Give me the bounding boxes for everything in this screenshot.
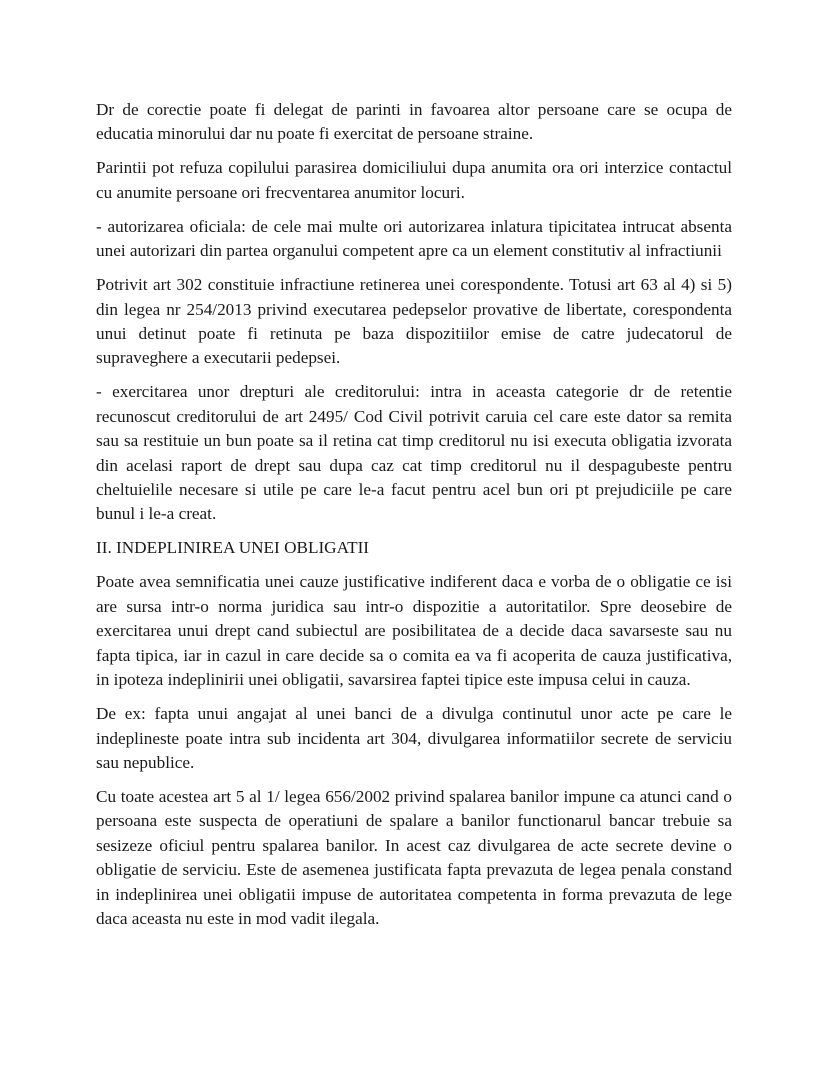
paragraph-legea-656: Cu toate acestea art 5 al 1/ legea 656/2002 privind spalarea banilor impune ca atunci cand o persoana este suspecta de operatiuni de spalare a banilor functionarul bancar trebuie sa sesizeze oficiul pentru spalarea banilor. In acest caz divulgarea de acte secrete devine o obligatie de serviciu. Este de asemenea justificata fapta prevazuta de legea penala constand in indeplinirea unei obligatii impuse de autoritatea competenta in forma prevazuta de lege daca aceasta nu este in mod vadit ilegala. <box>96 786 732 928</box>
document-page <box>96 98 732 941</box>
section-heading: II. INDEPLINIREA UNEI OBLIGATII <box>96 538 370 558</box>
paragraph-autorizarea-oficiala: - autorizarea oficiala: de cele mai multe ori autorizarea inlatura tipicitatea intrucat absenta unei autorizari din partea organului competent apre ca un element constitutiv al infractiunii <box>96 216 732 261</box>
paragraph-exemplu-banca: De ex: fapta unui angajat al unei banci de a divulga continutul unor acte pe care le indeplineste poate intra sub incidenta art 304, divulgarea informatiilor secrete de serviciu sau nepublice. <box>96 704 732 772</box>
paragraph-art-302: Potrivit art 302 constituie infractiune retinerea unei corespondente. Totusi art 63 al 4) si 5) din legea nr 254/2013 privind executarea pedepselor provative de libertate, corespondenta unui detinut poate fi retinuta pe baza dispozitiilor emise de catre judecatorul de supraveghere a executarii pedepsei. <box>96 275 732 368</box>
paragraph-corectie-delegare: Dr de corectie poate fi delegat de parinti in favoarea altor persoane care se ocupa de educatia minorului dar nu poate fi exercitat de persoane straine. <box>96 100 732 144</box>
paragraph-semnificatie-obligatie: Poate avea semnificatia unei cauze justificative indiferent daca e vorba de o obligatie ce isi are sursa intr-o norma juridica sau intr-o dispozitie a autoritatilor. Spre deosebire de exercitarea unui drept cand subiectul are posibilitatea de a decide daca savarseste sau nu fapta tipica, iar in cazul in care decide sa o comita ea va fi acoperita de cauza justificativa, in ipoteza indeplinirii unei obligatii, savarsirea faptei tipice este impusa celui in cauza. <box>96 572 732 690</box>
paragraph-parinti-refuz: Parintii pot refuza copilului parasirea domiciliului dupa anumita ora ori interzice contactul cu anumite persoane ori frecventarea anumitor locuri. <box>96 158 732 202</box>
paragraph-drepturi-creditor: - exercitarea unor drepturi ale creditorului: intra in aceasta categorie dr de retentie recunoscut creditorului de art 2495/ Cod Civil potrivit caruia cel care este dator sa remita sau sa restituie un bun poate sa il retina cat timp creditorul nu isi executa obligatia izvorata din acelasi raport de drept sau dupa caz cat timp creditorul nu il despagubeste pentru cheltuielile necesare si utile pe care le-a facut pentru acel bun ori pt prejudiciile pe care bunul i le-a creat. <box>96 382 732 524</box>
